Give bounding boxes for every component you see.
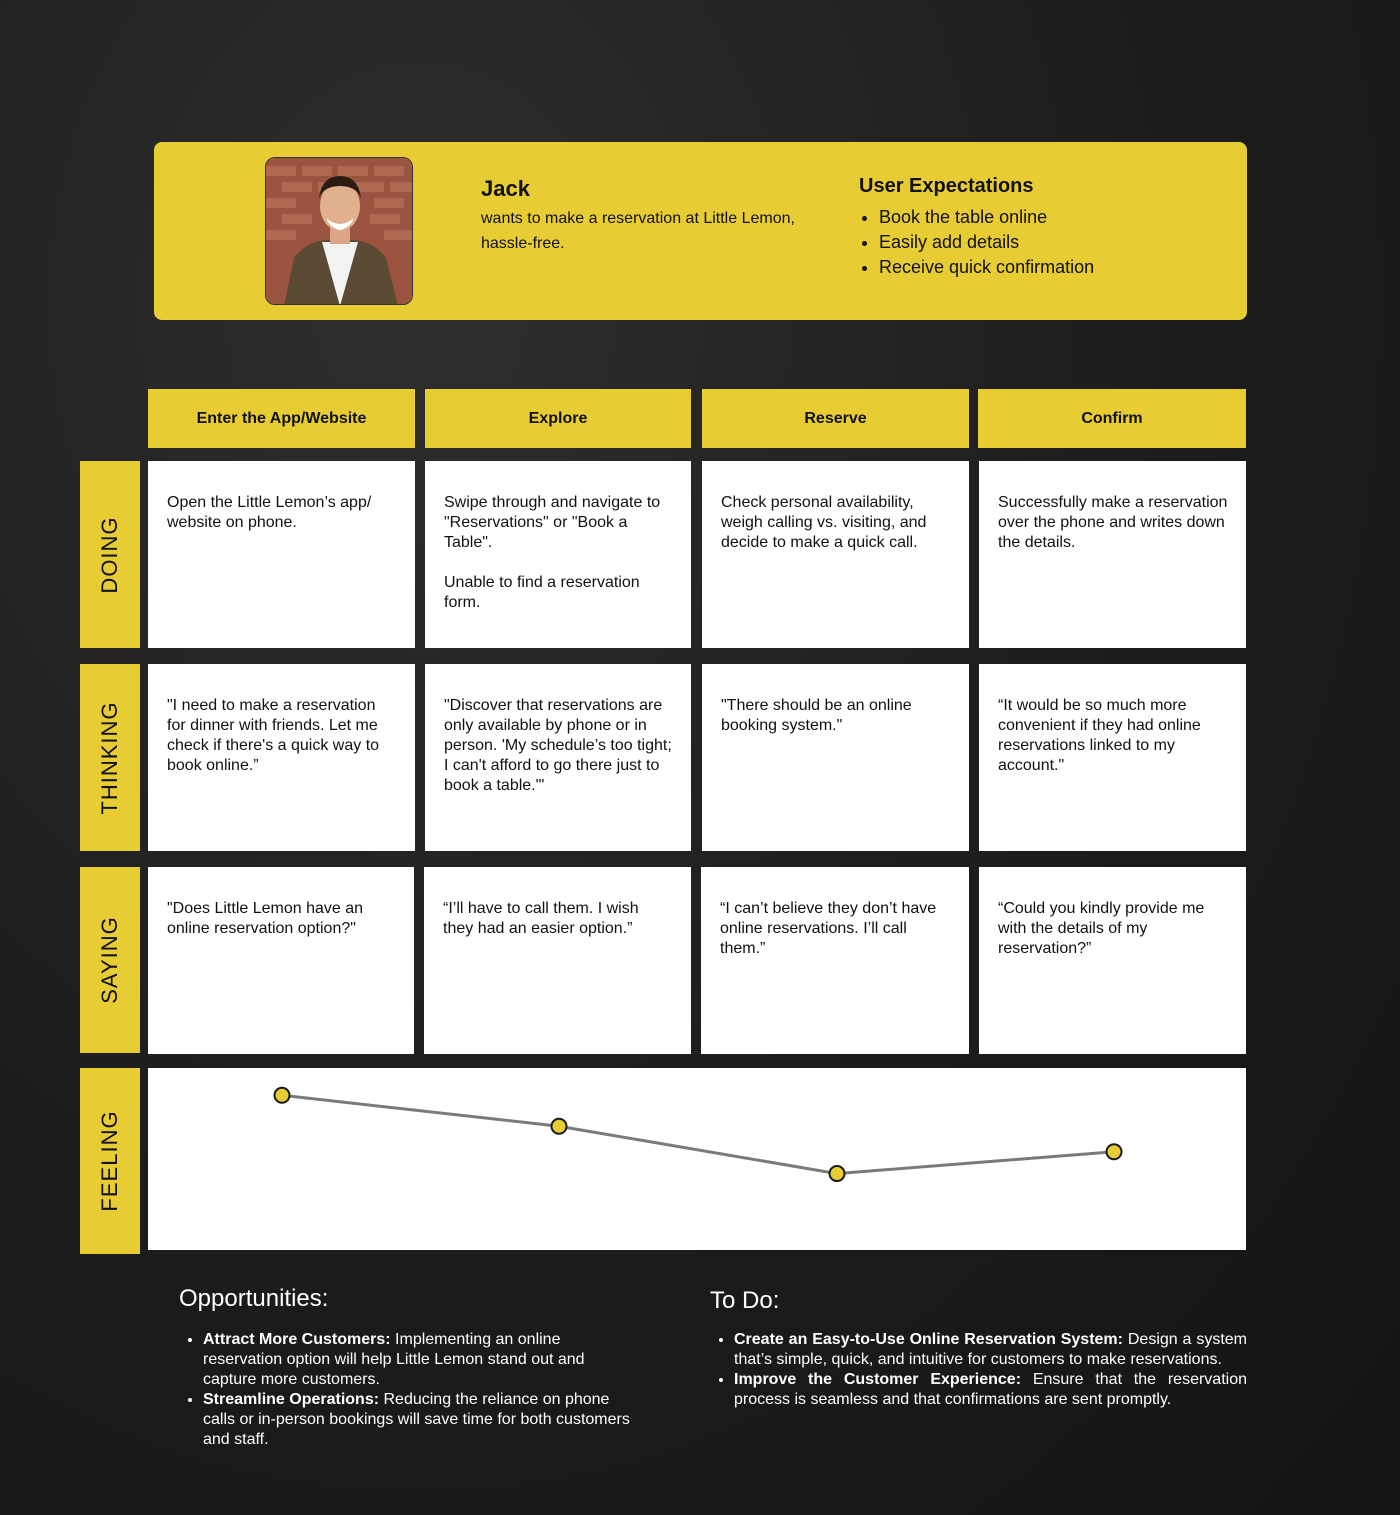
row-label-thinking [80,664,140,851]
doing-cell: Swipe through and navigate to "Reservations" or "Book a Table". Unable to find a reservation form. [425,461,691,648]
feeling-point-1 [275,1088,290,1103]
row-label-text: SAYING [97,916,122,1004]
persona-goal: wants to make a reservation at Little Lemon, hassle-free. [481,210,795,252]
persona-avatar [265,157,413,305]
todo-text: Ensure that the reservation process is seamless and that confirmations are sent promptly. [734,1371,1247,1408]
todo-title: To Do: [710,1287,780,1314]
row-label-text: FEELING [97,1110,122,1212]
saying-cell: "Does Little Lemon have an online reservation option?" [148,867,414,1054]
opportunity-bold: Streamline Operations: [203,1391,380,1408]
thinking-cell: "I need to make a reservation for dinner with friends. Let me check if there's a quick way to book online.” [148,664,415,851]
feeling-line-chart [148,1068,1246,1250]
expectations-list [859,205,1094,280]
expectation-item: • Book the table online [879,205,1094,230]
feeling-point-4 [1107,1144,1122,1159]
feeling-chart [148,1068,1246,1250]
opportunity-item [203,1390,639,1450]
todo-item [734,1370,1247,1410]
opportunity-bold: Attract More Customers: [203,1331,391,1348]
opportunity-text: Reducing the reliance on phone calls or in-person bookings will save time for both customers and staff. [203,1391,630,1448]
doing-cell: Successfully make a reservation over the phone and writes down the details. [979,461,1246,648]
opportunity-text: Implementing an online reservation option will help Little Lemon stand out and capture more customers. [203,1331,585,1388]
todo-item [734,1330,1247,1370]
opportunities-list [179,1330,639,1450]
opportunity-item [203,1330,639,1390]
saying-cell: “I’ll have to call them. I wish they had an easier option.” [424,867,691,1054]
row-label-feeling [80,1068,140,1254]
row-label-saying [80,867,140,1053]
saying-cell: “I can’t believe they don’t have online reservations. I’ll call them.” [701,867,969,1054]
row-label-doing [80,461,140,648]
todo-text: Design a system that’s simple, quick, and intuitive for customers to make reservations. [734,1331,1247,1368]
row-label-text: THINKING [97,700,122,815]
feeling-line [282,1095,1114,1173]
todo-bold: Create an Easy-to-Use Online Reservation System: [734,1331,1123,1348]
doing-cell: Check personal availability, weigh calling vs. visiting, and decide to make a quick call. [702,461,969,648]
saying-cell: “Could you kindly provide me with the details of my reservation?” [979,867,1246,1054]
todo-bold: Improve the Customer Experience: [734,1371,1022,1388]
expectation-item: • Easily add details [879,230,1094,255]
row-label-text: DOING [97,515,122,594]
persona-name: Jack [481,176,530,201]
stage-header-reserve: Reserve [702,389,969,448]
doing-cell: Open the Little Lemon’s app/ website on phone. [148,461,415,648]
thinking-cell: "Discover that reservations are only available by phone or in person. 'My schedule’s too tight; I can't afford to go there just to book a table.'" [425,664,691,851]
todo-list [710,1330,1247,1410]
expectations-title: User Expectations [859,175,1034,197]
thinking-cell: “It would be so much more convenient if they had online reservations linked to my account." [979,664,1246,851]
feeling-points [275,1088,1122,1181]
feeling-point-3 [830,1166,845,1181]
feeling-point-2 [552,1119,567,1134]
thinking-cell: "There should be an online booking system." [702,664,969,851]
expectation-item: • Receive quick confirmation [879,255,1094,280]
stage-header-confirm: Confirm [978,389,1246,448]
stage-header-explore: Explore [425,389,691,448]
stage-header-enter: Enter the App/Website [148,389,415,448]
opportunities-title: Opportunities: [179,1285,329,1312]
